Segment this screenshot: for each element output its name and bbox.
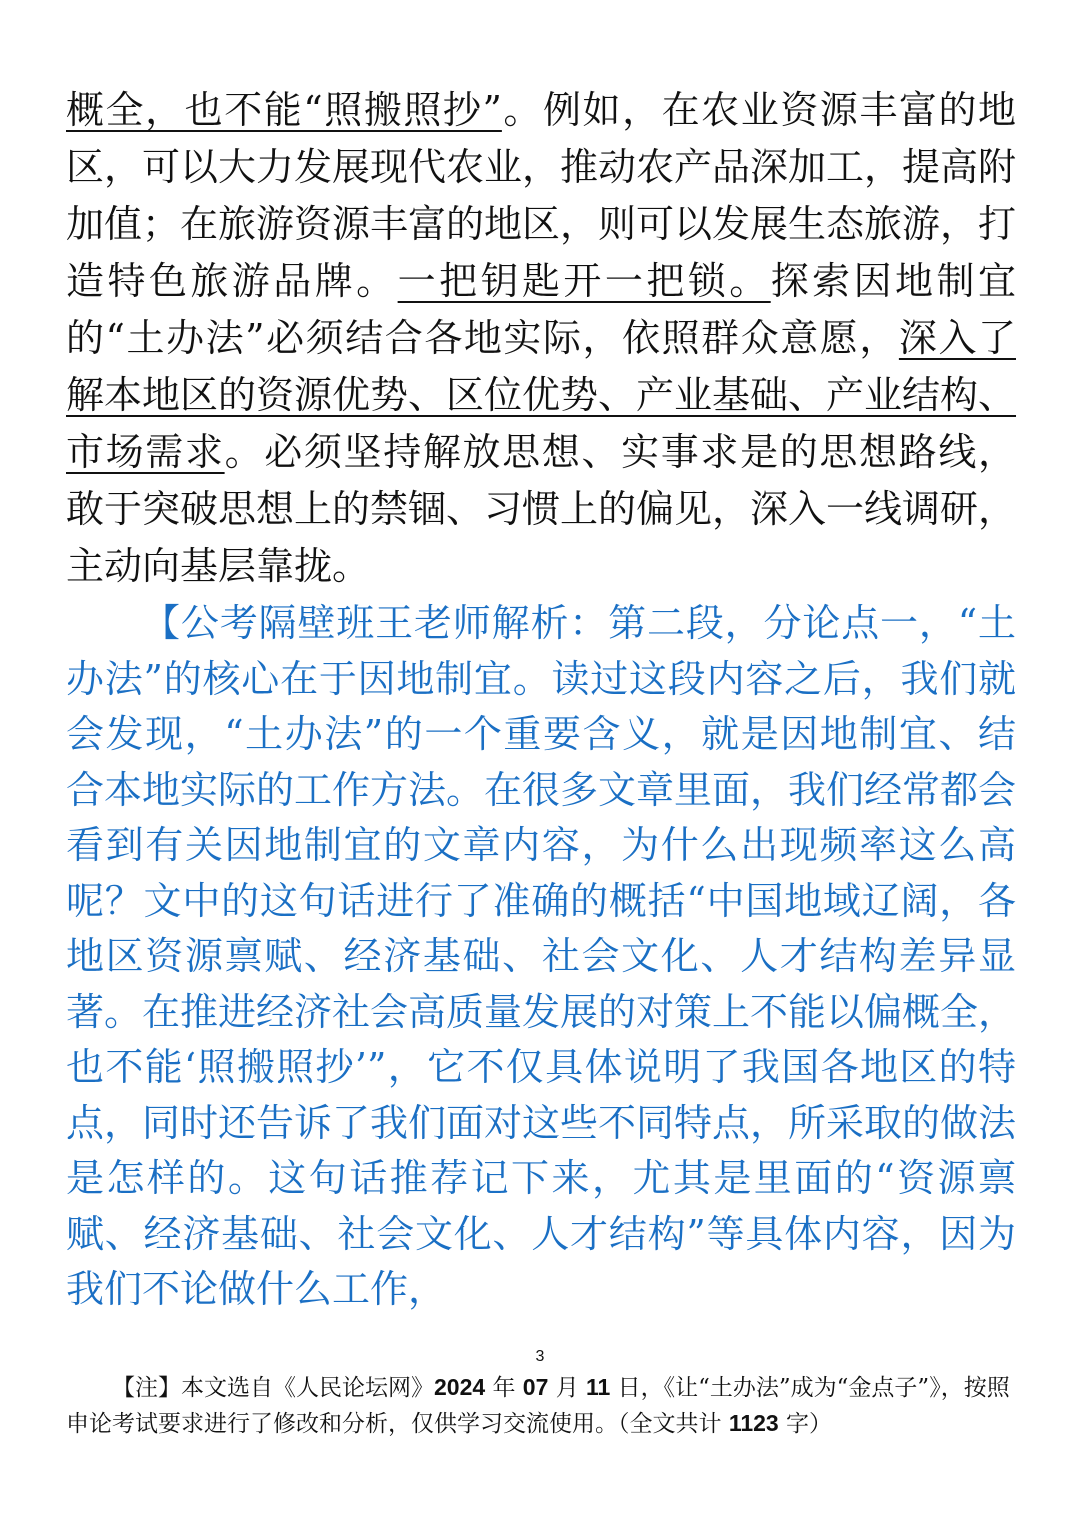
footnote-month: 07 <box>522 1374 549 1400</box>
footnote-day: 11 <box>586 1374 611 1400</box>
page-number: 3 <box>535 1348 545 1365</box>
footnote-text: 月 <box>548 1375 587 1401</box>
footnote-text: 字） <box>778 1411 833 1437</box>
footnote-year: 2024 <box>434 1374 486 1400</box>
footnote-text: 日，《让“土办法”成为“金点子”》，按照申论考试要求进行了修改和分析，仅供学习交流使用。（全文共计 <box>66 1375 1010 1437</box>
analysis-paragraph: 【公考隔壁班王老师解析：第二段，分论点一，“土办法”的核心在于因地制宜。读过这段内容之后，我们就会发现，“土办法”的一个重要含义，就是因地制宜、结合本地实际的工作方法。在很多文章里面，我们经常都会看到有关因地制宜的文章内容，为什么出现频率这么高呢？文中的这句话进行了准确的概括“中国地域辽阔，各地区资源禀赋、经济基础、社会文化、人才结构差异显著。在推进经济社会高质量发展的对策上不能以偏概全，也不能‘照搬照抄’”，它不仅具体说明了我国各地区的特点，同时还告诉了我们面对这些不同特点，所采取的做法是怎样的。这句话推荐记下来，尤其是里面的“资源禀赋、经济基础、社会文化、人才结构”等具体内容，因为我们不论做什么工作， <box>66 601 1017 1311</box>
underlined-phrase: 深入了解本地区的资源优势、区位优势、产业基础、产业结构、市场需求 <box>66 316 1017 474</box>
footnote-text: 年 <box>485 1375 523 1401</box>
footnote-word-count: 1123 <box>728 1410 779 1436</box>
body-paragraph <box>66 82 1016 595</box>
body-sentence: 。必须坚持解放思想、实事求是的思想路线，敢于突破思想上的禁锢、习惯上的偏见，深入一线调研，主动向基层靠拢。 <box>66 430 1017 588</box>
body-sentence: 探索因地制宜的“土办法”必须结合各地实际，依照群众意愿， <box>66 259 1016 360</box>
body-sentence: 。例如，在农业资源丰富的地区，可以大力发展现代农业，推动农产品深加工，提高附加值；在旅游资源丰富的地区，则可以发展生态旅游，打造特色旅游品牌。 <box>66 88 1017 303</box>
footnote-text: 【注】本文选自《人民论坛网》 <box>112 1375 434 1401</box>
underlined-phrase: 概全，也不能“照搬照抄” <box>66 88 502 132</box>
footnote <box>66 1370 1026 1442</box>
underlined-phrase: 一把钥匙开一把锁。 <box>397 259 771 303</box>
